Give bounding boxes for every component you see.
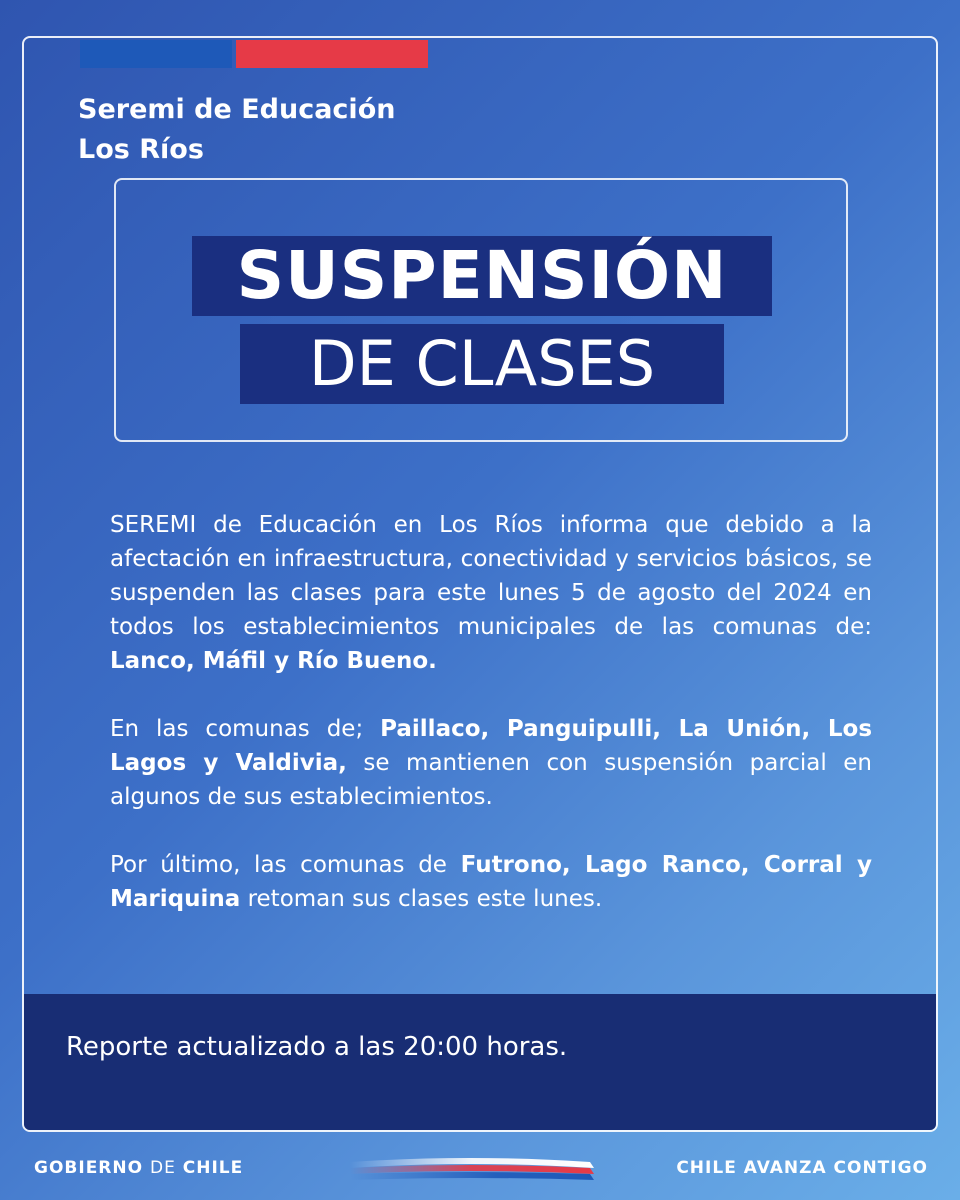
report-timestamp: Reporte actualizado a las 20:00 horas. [66, 1032, 568, 1062]
organization-line1: Seremi de Educación [78, 94, 396, 125]
organization-line2: Los Ríos [78, 134, 204, 165]
paragraph-2-rest: se mantienen con suspensión parcial en algunos de sus establecimientos. [110, 750, 872, 810]
flag-swoosh-icon [350, 1154, 596, 1182]
flag-red-segment [236, 40, 428, 68]
paragraph-3-rest: retoman sus clases este lunes. [247, 886, 603, 912]
flag-color-bar [80, 40, 428, 68]
headline-line1: SUSPENSIÓN [192, 236, 772, 316]
flag-blue-segment [80, 40, 232, 68]
paragraph-2-intro: En las comunas de; [110, 716, 364, 742]
gov-word-2: DE [150, 1158, 176, 1178]
paragraph-3-intro: Por último, las comunas de [110, 852, 447, 878]
government-logo-text [34, 1158, 243, 1178]
announcement-body [110, 508, 872, 916]
announcement-card [22, 36, 938, 1132]
gov-word-1: GOBIERNO [34, 1158, 144, 1178]
paragraph-1-communes: Lanco, Máfil y Río Bueno. [110, 648, 437, 674]
organization-name [78, 90, 395, 170]
report-band [24, 994, 936, 1130]
headline-line2: DE CLASES [240, 324, 724, 404]
paragraph-3-communes: Futrono, Lago Ranco, Corral y Mariquina [110, 852, 873, 912]
paragraph-1-text: SEREMI de Educación en Los Ríos informa que debido a la afectación en infraestructura, conectividad y servicios básicos, se suspenden las clases para este lunes 5 de agosto del 2024 en todos los establecimientos municipales de las comunas de: [110, 512, 872, 640]
campaign-tagline: CHILE AVANZA CONTIGO [676, 1158, 928, 1178]
paragraph-3 [110, 848, 872, 916]
paragraph-2-communes: Paillaco, Panguipulli, La Unión, Los Lagos y Valdivia, [110, 716, 873, 776]
paragraph-1 [110, 508, 872, 678]
paragraph-2 [110, 712, 872, 814]
gov-word-3: CHILE [182, 1158, 244, 1178]
